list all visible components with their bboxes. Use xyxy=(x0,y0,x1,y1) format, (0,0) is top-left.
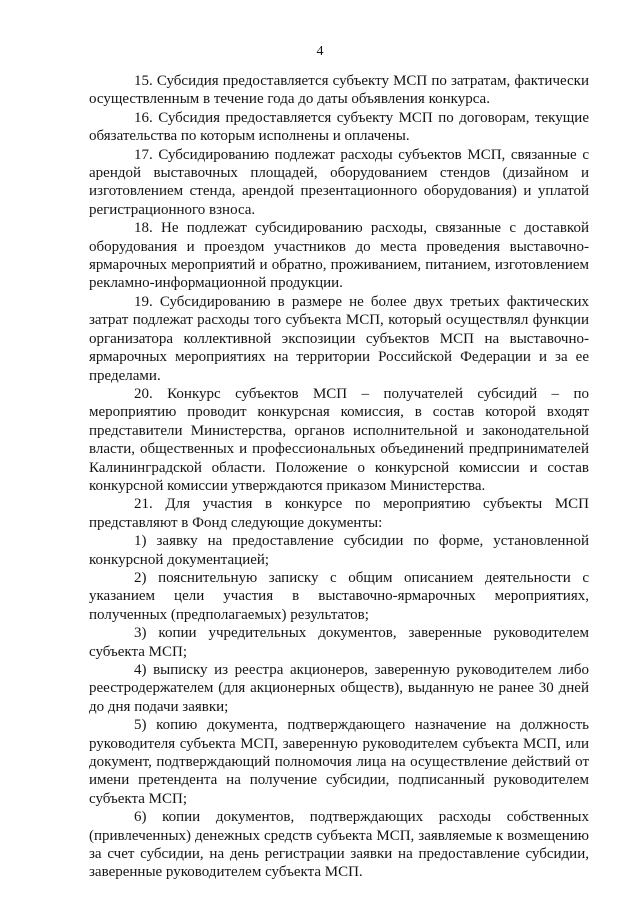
paragraph-19: 19. Субсидированию в размере не более двух третьих фактических затрат подлежат расходы того субъекта МСП, который осуществлял функции организатора коллективной экспозиции субъектов МСП на выставочно-ярмарочных мероприятиях на территории Российской Федерации и за ее пределами. xyxy=(89,293,589,384)
list-item-2: 2) пояснительную записку с общим описанием деятельности с указанием цели участия в выставочно-ярмарочных мероприятиях, полученных (предполагаемых) результатов; xyxy=(89,569,589,623)
paragraph-20: 20. Конкурс субъектов МСП – получателей субсидий – по мероприятию проводит конкурсная комиссия, в состав которой входят представители Министерства, органов исполнительной и законодательной власти, общественных и профессиональных объединений предпринимателей Калининградской области. Положение о конкурсной комиссии и состав конкурсной комиссии утверждаются приказом Министерства. xyxy=(89,385,589,494)
list-item-5: 5) копию документа, подтверждающего назначение на должность руководителя субъекта МСП, заверенную руководителем субъекта МСП, или документ, подтверждающий полномочия лица на осуществление действий от имени претендента на получение субсидии, подписанный руководителем субъекта МСП; xyxy=(89,717,589,807)
paragraph-18: 18. Не подлежат субсидированию расходы, связанные с доставкой оборудования и проездом участников до места проведения выставочно-ярмарочных мероприятий и обратно, проживанием, питанием, изготовлением рекламно-информационной продукции. xyxy=(89,220,589,292)
list-item-1: 1) заявку на предоставление субсидии по форме, установленной конкурсной документацией; xyxy=(89,533,589,568)
paragraph-15: 15. Субсидия предоставляется субъекту МСП по затратам, фактически осуществленным в течение года до даты объявления конкурса. xyxy=(89,73,589,108)
list-item-3: 3) копии учредительных документов, заверенные руководителем субъекта МСП; xyxy=(89,625,589,660)
paragraph-17: 17. Субсидированию подлежат расходы субъектов МСП, связанные с арендой выставочных площадей, оборудованием стендов (дизайном и изготовлением стенда, арендой презентационного оборудования) и уплатой регистрационного взноса. xyxy=(89,146,589,218)
list-item-4: 4) выписку из реестра акционеров, заверенную руководителем либо реестродержателем (для акционерных обществ), выданную не ранее 30 дней до дня подачи заявки; xyxy=(89,662,589,715)
page-number: 4 xyxy=(316,44,324,59)
list-item-6: 6) копии документов, подтверждающих расходы собственных (привлеченных) денежных средств субъекта МСП, заявляемые к возмещению за счет субсидии, на день регистрации заявки на предоставление субсидии, заверенные руководителем субъекта МСП. xyxy=(89,809,589,881)
document-body xyxy=(89,72,589,882)
paragraph-16: 16. Субсидия предоставляется субъекту МСП по договорам, текущие обязательства по которым исполнены и оплачены. xyxy=(89,109,589,145)
paragraph-21: 21. Для участия в конкурсе по мероприятию субъекты МСП представляют в Фонд следующие документы: xyxy=(89,496,589,531)
